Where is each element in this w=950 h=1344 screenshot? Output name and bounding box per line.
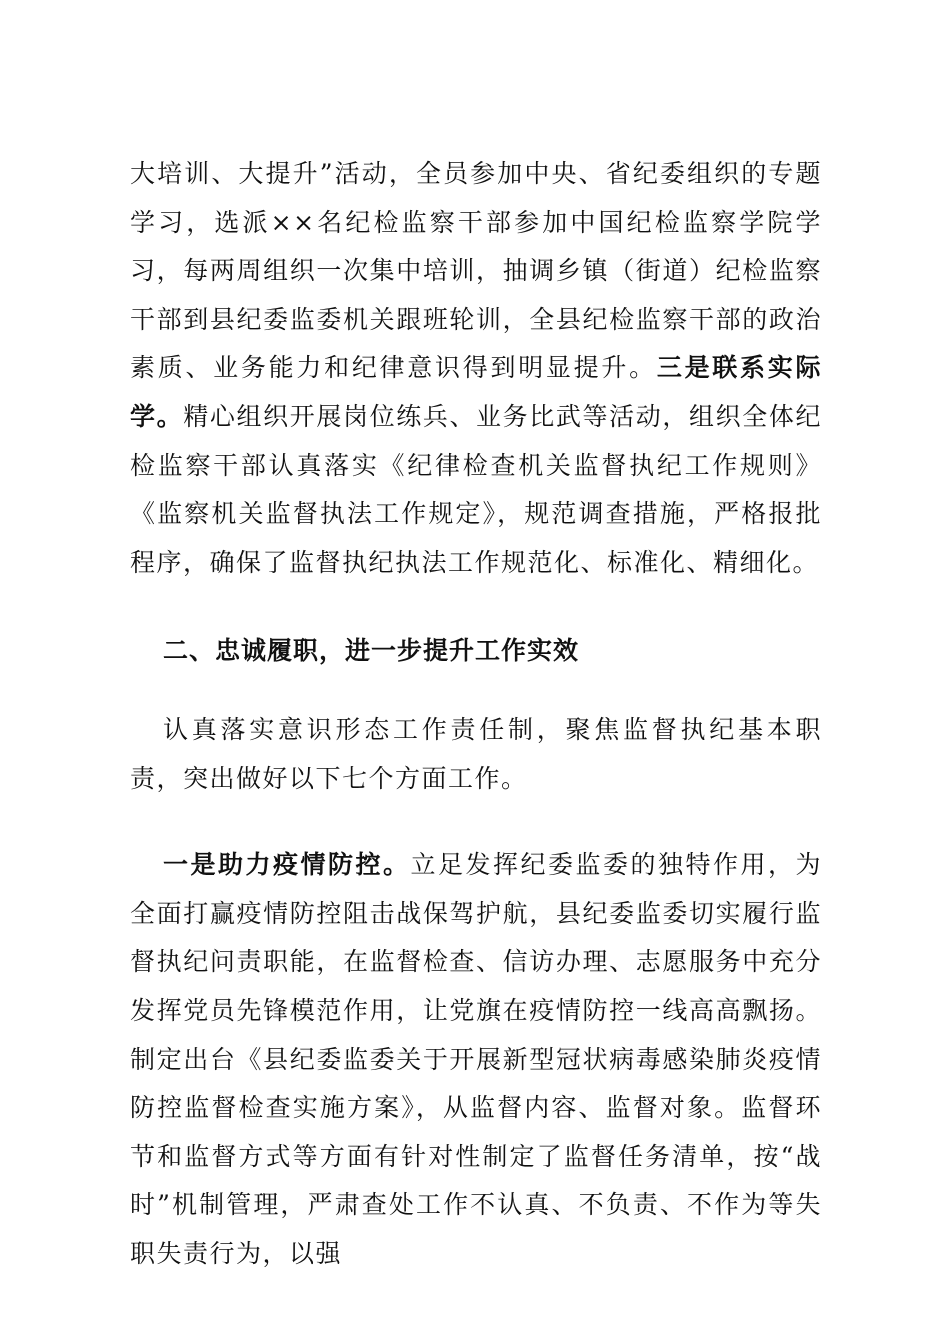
section-heading: 二、忠诚履职，进一步提升工作实效: [163, 636, 580, 666]
paragraph-training-text: 大培训、大提升”活动，全员参加中央、省纪委组织的专题学习，选派××名纪检监察干部参加中国纪检监察学院学习，每两周组织一次集中培训，抽调乡镇（街道）纪检监察干部到县纪委监委机关跟班轮训，全县纪检监察干部的政治素质、业务能力和纪律意识得到明显提升。: [130, 159, 822, 383]
paragraph-training-lead: 三是联系实际学。: [130, 353, 822, 431]
spacer: [130, 587, 822, 627]
document-page: [130, 150, 822, 1278]
paragraph-intro: 认真落实意识形态工作责任制，聚焦监督执纪基本职责，突出做好以下七个方面工作。: [130, 714, 822, 793]
paragraph-epidemic-lead: 一是助力疫情防控。: [163, 850, 411, 880]
paragraph-training: [130, 150, 822, 587]
paragraph-epidemic: [130, 841, 822, 1278]
spacer: [130, 803, 822, 841]
paragraph-training-text-b: 精心组织开展岗位练兵、业务比武等活动，组织全体纪检监察干部认真落实《纪律检查机关监督执纪工作规则》《监察机关监督执法工作规定》，规范调查措施，严格报批程序，确保了监督执纪执法工作规范化、标准化、精细化。: [130, 401, 822, 577]
spacer: [130, 676, 822, 706]
paragraph-epidemic-text: 立足发挥纪委监委的独特作用，为全面打赢疫情防控阻击战保驾护航，县纪委监委切实履行监督执纪问责职能，在监督检查、信访办理、志愿服务中充分发挥党员先锋模范作用，让党旗在疫情防控一线高高飘扬。制定出台《县纪委监委关于开展新型冠状病毒感染肺炎疫情防控监督检查实施方案》，从监督内容、监督对象。监督环节和监督方式等方面有针对性制定了监督任务清单，按“战时”机制管理，严肃查处工作不认真、不负责、不作为等失职失责行为，以强: [130, 850, 822, 1268]
